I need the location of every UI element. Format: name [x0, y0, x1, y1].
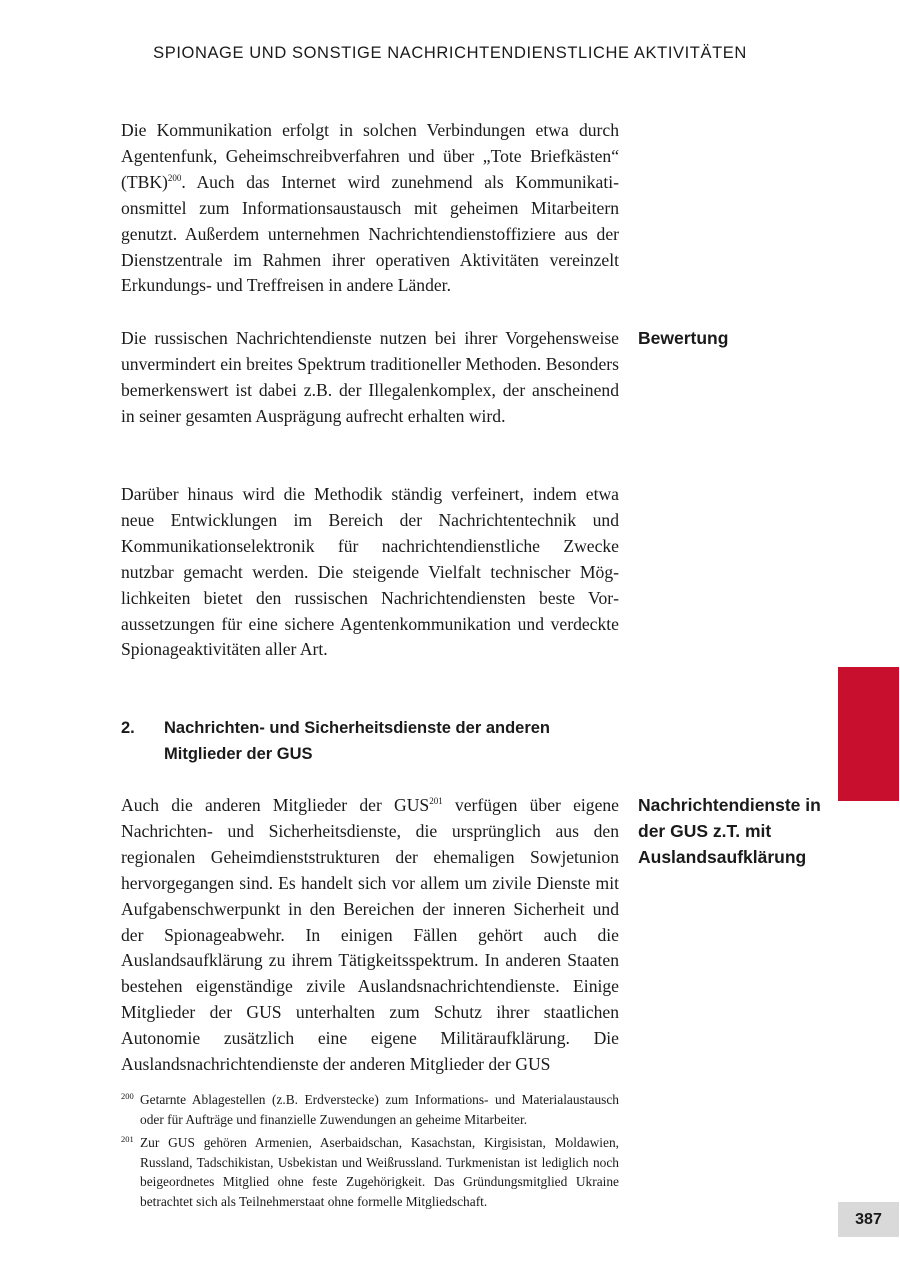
paragraph-gus-services: Auch die anderen Mitglieder der GUS$^{201}$ verfügen über eigene Nachrichten- und Sicherheitsdienste, die ursprünglich aus den regionalen Geheimdienststrukturen der ehemaligen Sowjetunion hervorgegangen sind. Es handelt sich vor allem um zivile Dienste mit Aufgabenschwerpunkt in den Bereichen der inneren Sicherheit und der Spionageabwehr. In einigen Fällen gehört auch die Auslandsaufklärung zu ihrem Tätigkeitsspektrum. In anderen Staaten bestehen eigenständige zivile Auslandsnachrichtendienste. Einige Mitglieder der GUS unterhalten zum Schutz ihrer staatlichen Autonomie zusätzlich eine eigene Militäraufklärung. Die Auslandsnachrichtendienste der anderen Mitglieder der GUS [121, 795, 619, 1075]
running-head: SPIONAGE UND SONSTIGE NACHRICHTENDIENSTLICHE AKTIVITÄTEN [153, 44, 747, 62]
section-number: 2. [121, 719, 135, 737]
footnote-text: Zur GUS gehören Armenien, Aserbaidschan, Kasachstan, Kirgisistan, Moldawien, Russland, Tadschikistan, Usbekistan und Weißrussland. Turkmenistan ist lediglich noch beigeordnetes Mitglied ohne feste Zugehörigkeit. Das Gründungsmitglied Ukraine betrachtet sich als Teilnehmerstaat ohne formelle Mitgliedschaft. [140, 1135, 619, 1209]
footnote-text: Getarnte Ablagestellen (z.B. Erdverstecke) zum Informations- und Materialaustausch oder für Aufträge und finanzielle Zuwendungen an geheime Mitarbeiter. [140, 1092, 619, 1127]
paragraph-refinement: Darüber hinaus wird die Methodik ständig verfeinert, indem etwa neue Entwicklungen im Bereich der Nachrichtentechnik und Kommunikationselektronik für nachrichtendienstliche Zwecke nutzbar gemacht werden. Die steigende Vielfalt technischer Möglichkeiten bietet den russischen Nachrichtendiensten beste Voraussetzungen für eine sichere Agentenkommunikation und verdeckte Spionageaktivitäten aller Art. [121, 484, 619, 660]
footnote-ref-200[interactable]: 200 [167, 172, 182, 183]
footnote-number: 200 [121, 1091, 134, 1101]
footnote-number: 201 [121, 1134, 134, 1144]
margin-note-bewertung: Bewertung [638, 328, 729, 348]
section-heading [121, 715, 619, 767]
paragraph-methods: Die russischen Nachrichtendienste nutzen bei ihrer Vorgehensweise unvermindert ein breites Spektrum traditioneller Methoden. Besonders bemerkenswert ist dabei z.B. der Illegalenkomplex, der anscheinend in seiner gesamten Ausprägung aufrecht erhalten wird. [121, 328, 619, 426]
paragraph-communication: Die Kommunikation erfolgt in solchen Verbindungen etwa durch Agentenfunk, Geheimschreibverfahren und über „Tote Briefkästen“ (TBK)$^{200}$. Auch das Internet wird zunehmend als Kommunikationsmittel zum Informationsaustausch mit geheimen Mitarbeitern genutzt. Außerdem unternehmen Nachrichtendienstoffiziere aus der Dienstzentrale im Rahmen ihrer operativen Aktivitäten vereinzelt Erkundungs- und Treffreisen in andere Länder. [121, 120, 619, 296]
footnote-201 [121, 1133, 619, 1211]
section-title: Nachrichten- und Sicherheitsdienste der anderen Mitglieder der GUS [164, 719, 551, 763]
page-number: 387 [838, 1202, 899, 1237]
footnote-ref-201[interactable]: 201 [429, 796, 443, 807]
footnote-200 [121, 1090, 619, 1129]
margin-note-gus: Nachrichtendienste in der GUS z.T. mit Auslandsaufklärung [638, 795, 821, 867]
chapter-tab-marker [838, 667, 899, 801]
footnotes [121, 1090, 619, 1215]
